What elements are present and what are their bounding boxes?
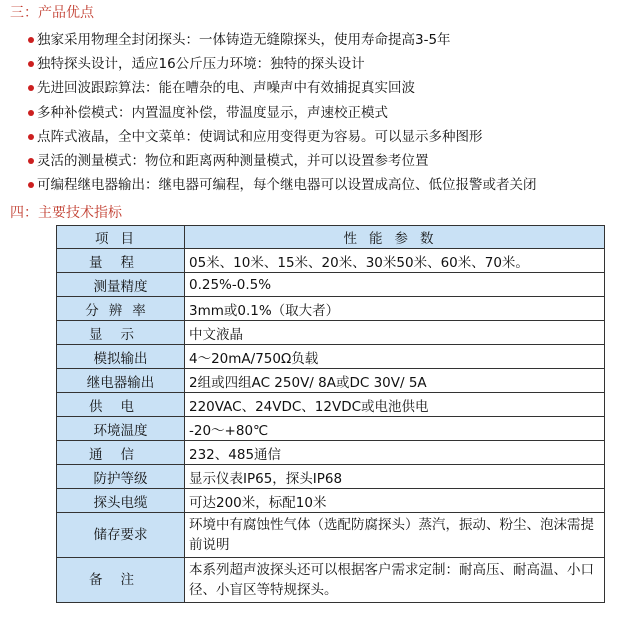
- list-item-text: 灵活的测量模式：物位和距离两种测量模式，并可以设置参考位置: [37, 153, 429, 170]
- list-item: [28, 149, 624, 173]
- spec-table: [56, 225, 605, 603]
- bullet-icon: [28, 37, 34, 43]
- header-item: 项目: [57, 226, 185, 249]
- spec-key: 防护等级: [57, 465, 185, 489]
- spec-value: 3mm或0.1%（取大者）: [185, 297, 605, 321]
- list-item-text: 先进回波跟踪算法：能在嘈杂的电、声噪声中有效捕捉真实回波: [37, 80, 415, 97]
- table-row: [57, 513, 605, 558]
- section-heading-specs: 四：主要技术指标: [10, 205, 122, 221]
- table-row: [57, 417, 605, 441]
- list-item-text: 独家采用物理全封闭探头：一体铸造无缝隙探头，使用寿命提高3-5年: [37, 32, 451, 49]
- bullet-icon: [28, 158, 34, 164]
- spec-key: 备注: [57, 558, 185, 603]
- bullet-icon: [28, 182, 34, 188]
- spec-value: 2组或四组AC 250V/ 8A或DC 30V/ 5A: [185, 369, 605, 393]
- table-row: [57, 558, 605, 603]
- table-row: [57, 441, 605, 465]
- spec-key: 显示: [57, 321, 185, 345]
- list-item: [28, 52, 624, 76]
- table-row: [57, 249, 605, 273]
- bullet-icon: [28, 134, 34, 140]
- spec-value: 显示仪表IP65，探头IP68: [185, 465, 605, 489]
- list-item-text: 点阵式液晶，全中文菜单：使调试和应用变得更为容易。可以显示多种图形: [37, 128, 483, 145]
- table-header-row: [57, 226, 605, 249]
- advantages-list: [28, 28, 624, 197]
- spec-key: 探头电缆: [57, 489, 185, 513]
- bullet-icon: [28, 61, 34, 67]
- list-item: [28, 28, 624, 52]
- table-row: [57, 393, 605, 417]
- list-item: [28, 125, 624, 149]
- section-heading-advantages: 三：产品优点: [10, 5, 94, 21]
- list-item: [28, 173, 624, 197]
- bullet-icon: [28, 110, 34, 116]
- spec-value: 本系列超声波探头还可以根据客户需求定制：耐高压、耐高温、小口径、小盲区等特规探头。: [185, 558, 605, 603]
- spec-value: 4～20mA/750Ω负载: [185, 345, 605, 369]
- spec-value: -20～+80℃: [185, 417, 605, 441]
- list-item-text: 可编程继电器输出：继电器可编程，每个继电器可以设置成高位、低位报警或者关闭: [37, 177, 537, 194]
- spec-key: 通信: [57, 441, 185, 465]
- spec-value: 0.25%-0.5%: [185, 273, 605, 297]
- table-row: [57, 297, 605, 321]
- spec-value: 中文液晶: [185, 321, 605, 345]
- table-row: [57, 369, 605, 393]
- table-row: [57, 345, 605, 369]
- spec-key: 测量精度: [57, 273, 185, 297]
- list-item: [28, 101, 624, 125]
- list-item: [28, 76, 624, 100]
- spec-key: 供电: [57, 393, 185, 417]
- spec-key: 分辨率: [57, 297, 185, 321]
- spec-key: 模拟输出: [57, 345, 185, 369]
- spec-value: 05米、10米、15米、20米、30米50米、60米、70米。: [185, 249, 605, 273]
- spec-key: 环境温度: [57, 417, 185, 441]
- spec-value: 232、485通信: [185, 441, 605, 465]
- spec-value: 环境中有腐蚀性气体（选配防腐探头）蒸汽，振动、粉尘、泡沫需提前说明: [185, 513, 605, 558]
- table-row: [57, 273, 605, 297]
- table-row: [57, 465, 605, 489]
- spec-key: 储存要求: [57, 513, 185, 558]
- list-item-text: 独特探头设计，适应16公斤压力环境：独特的探头设计: [37, 56, 365, 73]
- list-item-text: 多种补偿模式：内置温度补偿，带温度显示，声速校正模式: [37, 104, 388, 121]
- bullet-icon: [28, 85, 34, 91]
- spec-key: 继电器输出: [57, 369, 185, 393]
- header-param: 性能参数: [185, 226, 605, 249]
- table-row: [57, 489, 605, 513]
- spec-value: 可达200米，标配10米: [185, 489, 605, 513]
- table-row: [57, 321, 605, 345]
- spec-key: 量程: [57, 249, 185, 273]
- spec-value: 220VAC、24VDC、12VDC或电池供电: [185, 393, 605, 417]
